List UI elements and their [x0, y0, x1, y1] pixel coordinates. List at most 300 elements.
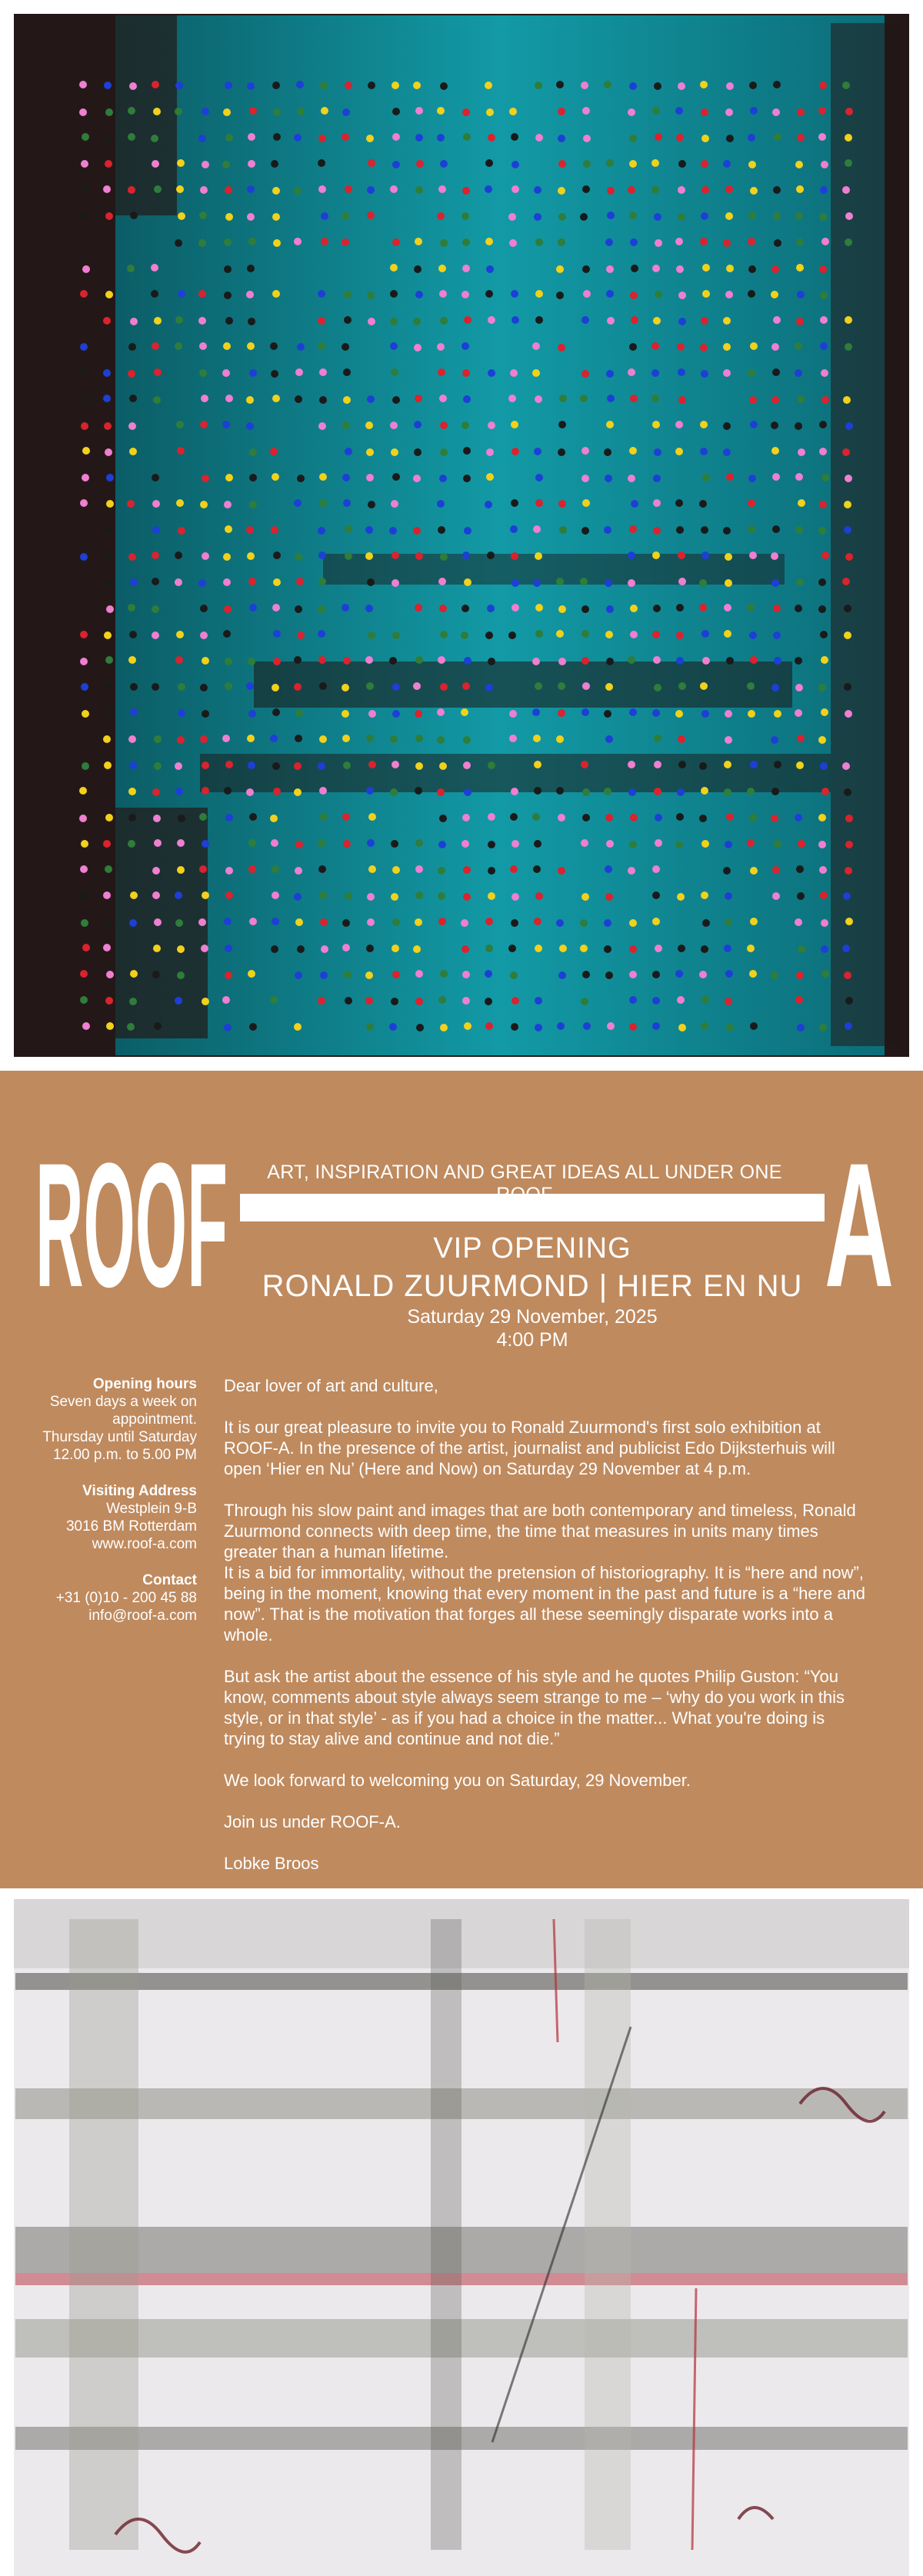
paint-dot	[319, 499, 327, 507]
paint-dot	[581, 657, 589, 665]
paint-dot	[654, 82, 661, 90]
paint-dot	[701, 996, 709, 1004]
paint-dot	[581, 708, 589, 716]
paint-dot	[723, 448, 731, 456]
paint-dot	[819, 82, 827, 89]
paint-dot	[651, 395, 659, 402]
paint-dot	[297, 343, 305, 351]
paint-dot	[818, 814, 826, 821]
paint-dot	[797, 892, 805, 900]
paint-dot	[508, 632, 516, 639]
paint-dot	[488, 369, 495, 377]
paint-dot	[845, 343, 852, 351]
paint-dot	[129, 395, 137, 402]
paint-dot	[629, 160, 637, 168]
website-link[interactable]: www.roof-a.com	[92, 1536, 197, 1552]
paint-dot	[559, 526, 567, 534]
paint-dot	[80, 553, 88, 561]
paint-dot	[247, 552, 255, 560]
paint-dot	[368, 159, 375, 167]
paint-dot	[438, 996, 446, 1004]
paint-dot	[273, 239, 281, 247]
paint-dot	[795, 369, 802, 377]
paint-dot	[319, 473, 327, 481]
paint-dot	[175, 316, 183, 324]
paint-dot	[628, 579, 635, 587]
paint-dot	[820, 316, 828, 324]
paint-dot	[390, 342, 398, 350]
paint-dot	[272, 918, 279, 925]
paint-dot	[795, 605, 802, 612]
paint-dot	[152, 867, 160, 875]
paint-dot	[558, 187, 565, 195]
paint-dot	[723, 343, 731, 351]
paint-dot	[175, 239, 182, 247]
paint-dot	[652, 631, 660, 638]
paint-dot	[391, 840, 398, 848]
paint-dot	[130, 212, 138, 219]
paint-dot	[198, 290, 206, 298]
paint-dot	[511, 161, 519, 168]
paint-dot	[368, 813, 376, 821]
paint-dot	[175, 552, 182, 559]
paint-dot	[675, 238, 683, 245]
paint-dot	[415, 710, 422, 718]
paint-dot	[583, 135, 591, 142]
paint-dot	[771, 343, 779, 351]
paint-dot	[318, 865, 326, 873]
paint-dot	[725, 108, 733, 116]
paint-dot	[106, 605, 114, 613]
paint-dot	[774, 239, 781, 247]
paint-dot	[771, 736, 778, 744]
paint-dot	[176, 421, 184, 428]
paint-dot	[796, 264, 804, 272]
paint-dot	[368, 710, 376, 718]
paint-dot	[845, 159, 852, 167]
paint-dot	[177, 159, 185, 167]
paint-dot	[651, 342, 659, 350]
paint-dot	[842, 186, 850, 194]
paint-dot	[725, 185, 733, 193]
paint-dot	[462, 971, 470, 978]
paint-dot	[438, 867, 445, 875]
paint-dot	[295, 709, 303, 717]
paint-dot	[440, 631, 448, 638]
paint-dot	[556, 735, 564, 743]
paint-dot	[845, 212, 853, 220]
paint-dot	[773, 186, 781, 194]
paint-dot	[225, 317, 233, 325]
paint-dot	[701, 787, 708, 795]
paint-dot	[390, 422, 398, 429]
paint-dot	[246, 422, 254, 430]
paint-dot	[80, 631, 88, 638]
paint-dot	[535, 630, 543, 638]
paint-dot	[271, 526, 278, 534]
paint-dot	[631, 500, 638, 508]
paint-dot	[414, 265, 422, 273]
paint-dot	[392, 945, 399, 952]
paint-dot	[318, 762, 325, 770]
paint-dot	[845, 108, 853, 115]
paint-dot	[678, 213, 685, 221]
paint-dot	[200, 684, 208, 691]
paint-dot	[581, 370, 589, 378]
paint-dot	[130, 683, 138, 691]
paint-dot	[559, 395, 567, 402]
paint-dot	[653, 317, 661, 325]
paint-dot	[462, 187, 470, 195]
paint-dot	[724, 604, 731, 612]
paint-dot	[676, 657, 684, 665]
paint-dot	[654, 735, 661, 742]
paint-dot	[222, 161, 230, 168]
paint-dot	[701, 135, 709, 142]
paint-dot	[726, 265, 734, 272]
opening-hours-line: Thursday until Saturday	[42, 1429, 197, 1445]
paint-dot	[511, 552, 518, 560]
paint-dot	[154, 185, 162, 193]
letter-greeting: Dear lover of art and culture,	[224, 1376, 438, 1395]
paint-dot	[271, 370, 278, 378]
paint-dot	[152, 605, 159, 613]
paint-dot	[461, 708, 468, 716]
paint-dot	[653, 656, 661, 664]
paint-dot	[82, 762, 89, 770]
paint-dot	[342, 474, 350, 482]
paint-dot	[796, 238, 804, 246]
paint-dot	[464, 578, 471, 586]
paint-dot	[413, 945, 421, 953]
paint-dot	[296, 81, 304, 88]
paint-dot	[175, 762, 182, 770]
paint-dot	[771, 422, 778, 429]
paint-dot	[845, 997, 853, 1005]
paint-dot	[365, 656, 373, 664]
paint-dot	[485, 1022, 493, 1030]
paint-dot	[821, 161, 828, 168]
paint-dot	[79, 815, 87, 822]
paint-dot	[79, 892, 87, 900]
paint-dot	[605, 971, 613, 979]
paint-dot	[821, 919, 828, 927]
paint-dot	[558, 709, 565, 717]
paint-dot	[819, 501, 827, 508]
paint-dot	[580, 919, 588, 927]
paint-dot	[225, 395, 233, 402]
invitation-panel	[0, 1071, 923, 1888]
paint-dot	[651, 159, 659, 167]
paint-dot	[723, 239, 731, 247]
paint-dot	[750, 656, 758, 664]
paint-dot	[319, 735, 327, 743]
paint-dot	[128, 107, 135, 115]
paint-dot	[103, 840, 111, 848]
email-link[interactable]: info@roof-a.com	[88, 1608, 197, 1624]
paint-dot	[105, 919, 113, 927]
visiting-address	[23, 1482, 197, 1553]
paint-dot	[605, 814, 613, 821]
paint-dot	[272, 82, 280, 89]
paint-dot	[154, 735, 162, 743]
event-title: RONALD ZUURMOND | HIER EN NU	[262, 1269, 803, 1303]
paint-dot	[582, 814, 590, 821]
white-grey-painting	[0, 1888, 923, 2576]
paint-dot	[342, 710, 349, 718]
paint-dot	[440, 422, 448, 429]
paint-dot	[819, 448, 827, 455]
paint-dot	[701, 160, 708, 168]
paint-dot	[104, 632, 112, 639]
paint-dot	[699, 971, 707, 978]
paint-dot	[631, 316, 638, 324]
paint-dot	[152, 891, 160, 899]
paint-dot	[628, 552, 635, 559]
paint-dot	[463, 447, 471, 455]
paint-dot	[200, 605, 208, 612]
paint-dot	[295, 553, 302, 561]
paint-dot	[462, 682, 470, 690]
paint-dot	[249, 813, 257, 821]
paint-dot	[342, 343, 349, 351]
paint-dot	[580, 945, 588, 952]
paint-dot	[390, 788, 398, 796]
paint-dot	[725, 970, 733, 978]
paint-dot	[821, 552, 829, 559]
paint-dot	[151, 264, 158, 272]
paint-dot	[129, 448, 137, 455]
paint-dot	[653, 605, 661, 612]
paint-dot	[178, 212, 185, 220]
paint-dot	[701, 1022, 708, 1030]
paint-dot	[796, 578, 804, 586]
contact	[23, 1571, 197, 1625]
paint-dot	[439, 475, 447, 482]
paint-dot	[652, 918, 660, 925]
paint-dot	[202, 840, 209, 848]
paint-dot	[367, 893, 375, 901]
paint-dot	[224, 787, 232, 795]
paint-dot	[343, 499, 351, 507]
paint-dot	[152, 526, 160, 534]
paint-dot	[462, 997, 470, 1005]
paint-dot	[413, 475, 421, 482]
paint-dot	[726, 813, 734, 821]
paint-dot	[750, 761, 758, 768]
paint-dot	[511, 997, 519, 1005]
paint-dot	[413, 82, 421, 89]
invitation-letter	[224, 1375, 868, 1895]
paint-dot	[270, 342, 278, 350]
letter-paragraph: It is a bid for immortality, without the pretension of historiography. It is “here and now”, being in the moment, knowing that every moment in the past and future is a “here and now”. That is the motivation that forges all these seemingly disparate works into a whole.	[224, 1563, 866, 1645]
paint-dot	[462, 342, 469, 350]
paint-dot	[842, 945, 850, 952]
paint-dot	[628, 867, 635, 875]
paint-dot	[437, 708, 445, 716]
paint-dot	[390, 735, 398, 743]
paint-dot	[296, 578, 304, 585]
paint-dot	[750, 1022, 758, 1030]
paint-dot	[82, 474, 89, 482]
paint-dot	[558, 213, 566, 221]
paint-dot	[580, 213, 588, 221]
paint-dot	[319, 891, 327, 899]
paint-dot	[842, 82, 850, 89]
paint-dot	[367, 292, 375, 299]
paint-dot	[535, 682, 542, 690]
paint-dot	[485, 501, 492, 508]
paint-dot	[344, 316, 352, 324]
paint-dot	[202, 710, 209, 718]
paint-dot	[556, 919, 564, 927]
paint-dot	[81, 840, 88, 848]
paint-dot	[128, 553, 136, 561]
paint-dot	[774, 840, 781, 848]
paint-dot	[725, 291, 733, 298]
paint-dot	[701, 186, 709, 194]
paint-dot	[583, 160, 591, 168]
paint-dot	[511, 788, 518, 795]
paint-dot	[392, 579, 399, 587]
paint-dot	[80, 865, 88, 873]
paint-dot	[750, 421, 758, 428]
paint-dot	[389, 657, 397, 665]
paint-dot	[342, 422, 350, 429]
paint-dot	[702, 919, 710, 927]
paint-dot	[272, 708, 280, 716]
paint-dot	[725, 998, 732, 1005]
letter-signature: Lobke Broos	[224, 1854, 319, 1873]
paint-dot	[437, 212, 445, 220]
paint-dot	[366, 448, 374, 456]
paint-dot	[247, 342, 255, 350]
paint-dot	[248, 160, 255, 168]
paint-dot	[485, 945, 493, 952]
paint-dot	[273, 552, 281, 559]
paint-dot	[225, 658, 232, 665]
paint-dot	[821, 970, 829, 978]
paint-dot	[321, 107, 328, 115]
paint-dot	[175, 788, 183, 795]
paint-dot	[318, 185, 326, 193]
paint-dot	[655, 839, 662, 847]
paint-dot	[248, 761, 255, 769]
paint-dot	[818, 107, 826, 115]
paint-dot	[771, 815, 778, 822]
paint-dot	[248, 970, 255, 978]
paint-dot	[414, 421, 422, 428]
paint-dot	[297, 632, 305, 639]
paint-dot	[750, 918, 758, 925]
paint-dot	[365, 422, 373, 429]
paint-dot	[198, 317, 206, 325]
paint-dot	[223, 108, 231, 116]
paint-dot	[202, 161, 209, 168]
paint-dot	[342, 919, 350, 927]
paint-dot	[105, 160, 112, 168]
paint-dot	[271, 945, 278, 953]
paint-dot	[748, 475, 756, 482]
paint-dot	[152, 160, 159, 168]
paint-dot	[318, 578, 326, 585]
paint-dot	[652, 421, 660, 428]
paint-dot	[152, 342, 159, 350]
paint-dot	[130, 318, 138, 325]
paint-dot	[104, 761, 112, 769]
paint-dot	[198, 579, 206, 587]
paint-dot	[630, 605, 638, 612]
paint-dot	[842, 578, 850, 585]
paint-dot	[440, 970, 448, 978]
paint-dot	[558, 135, 565, 142]
paint-dot	[605, 893, 613, 901]
paint-dot	[130, 708, 138, 716]
paint-dot	[605, 683, 613, 691]
paint-dot	[368, 865, 376, 873]
paint-dot	[154, 918, 162, 926]
paint-dot	[771, 579, 779, 587]
paint-dot	[651, 369, 659, 377]
paint-dot	[676, 632, 684, 639]
letter-paragraph: But ask the artist about the essence of his style and he quotes Philip Guston: “You know, comments about style always seem strange to me – ‘why do you work in this style, or in that style’ - as if you had a choice in the matter... What you're doing is trying to stay alive and continue and not die.”	[224, 1667, 845, 1748]
paint-dot	[485, 632, 493, 639]
paint-dot	[533, 735, 541, 742]
paint-dot	[272, 290, 280, 298]
paint-dot	[128, 840, 135, 848]
paint-dot	[818, 841, 826, 848]
paint-dot	[463, 395, 471, 403]
paint-dot	[488, 316, 495, 324]
paint-dot	[725, 579, 732, 587]
paint-dot	[153, 396, 161, 404]
paint-dot	[176, 185, 184, 193]
opening-hours	[23, 1375, 197, 1464]
paint-dot	[222, 996, 230, 1004]
paint-dot	[702, 657, 710, 665]
paint-dot	[701, 526, 708, 534]
paint-dot	[200, 735, 208, 743]
paint-dot	[535, 552, 542, 560]
paint-dot	[438, 265, 446, 272]
paint-dot	[153, 108, 161, 115]
paint-dot	[342, 944, 350, 951]
phone-link[interactable]: +31 (0)10 - 200 45 88	[55, 1590, 197, 1606]
paint-dot	[415, 552, 423, 560]
opening-hours-line: 12.00 p.m. to 5.00 PM	[53, 1447, 197, 1463]
paint-dot	[488, 134, 495, 142]
paint-dot	[582, 499, 590, 507]
paint-dot	[558, 682, 565, 690]
paint-dot	[701, 630, 709, 638]
paint-dot	[678, 578, 686, 585]
paint-dot	[558, 238, 565, 246]
paint-dot	[342, 604, 349, 612]
paint-dot	[748, 369, 755, 377]
paint-dot	[319, 682, 327, 690]
paint-dot	[297, 475, 305, 482]
paint-dot	[749, 814, 757, 821]
paint-dot	[246, 396, 254, 404]
paint-dot	[342, 108, 350, 116]
paint-dot	[80, 343, 88, 351]
paint-dot	[366, 474, 374, 482]
paint-dot	[675, 499, 683, 507]
paint-dot	[440, 317, 448, 325]
paint-dot	[318, 839, 325, 847]
paint-dot	[462, 605, 469, 612]
paint-dot	[462, 369, 470, 377]
